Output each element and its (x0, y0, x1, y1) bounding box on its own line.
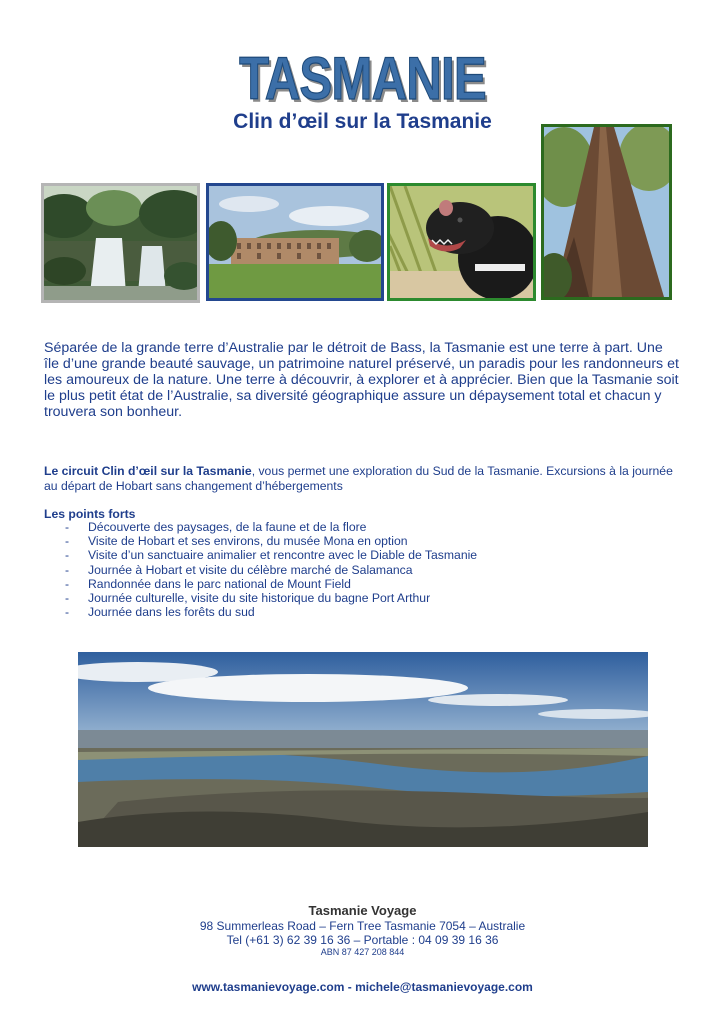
circuit-name: Le circuit Clin d’œil sur la Tasmanie (44, 464, 252, 478)
highlights-list (44, 520, 644, 619)
intro-paragraph: Séparée de la grande terre d’Australie par le détroit de Bass, la Tasmanie est une terre à part. Une île d’une grande beauté sauvage, un patrimoine naturel préservé, un paradis pour les randonneurs et les amoureux de la nature. Une terre à découvrir, à explorer et à apprécier. Bien que la Tasmanie soit le plus petit état de l’Australie, sa diversité géographique assure un dépaysement total et chacun y trouvera son bonheur. (44, 340, 679, 420)
circuit-paragraph (44, 464, 680, 493)
list-item: - Visite de Hobart et ses environs, du musée Mona en option (44, 534, 644, 548)
company-name: Tasmanie Voyage (308, 903, 417, 918)
highlights-heading: Les points forts (44, 507, 136, 521)
circuit-description: , vous permet une exploration du Sud de la Tasmanie. Excursions à la journée au départ de Hobart sans changement d’hébergements (44, 464, 673, 493)
list-item: - Journée dans les forêts du sud (44, 605, 644, 619)
port-arthur-photo (206, 183, 384, 301)
giant-tree-photo (541, 124, 672, 300)
page-title: TASMANIE (239, 45, 486, 112)
list-item: - Journée culturelle, visite du site historique du bagne Port Arthur (44, 591, 644, 605)
page-subtitle: Clin d’œil sur la Tasmanie (233, 110, 492, 133)
waterfall-photo (41, 183, 200, 303)
company-phone: Tel (+61 3) 62 39 16 36 – Portable : 04 09 39 16 36 (226, 933, 499, 947)
website-email-link[interactable]: www.tasmanievoyage.com - michele@tasmanievoyage.com (192, 980, 533, 994)
list-item: - Visite d’un sanctuaire animalier et rencontre avec le Diable de Tasmanie (44, 548, 644, 562)
list-item: - Journée à Hobart et visite du célèbre marché de Salamanca (44, 563, 644, 577)
company-address: 98 Summerleas Road – Fern Tree Tasmanie 7054 – Australie (199, 919, 526, 933)
hobart-panorama-photo (78, 652, 648, 847)
list-item: - Découverte des paysages, de la faune et de la flore (44, 520, 644, 534)
company-abn: ABN 87 427 208 844 (320, 947, 405, 957)
tasmanian-devil-photo (387, 183, 536, 301)
list-item: - Randonnée dans le parc national de Mount Field (44, 577, 644, 591)
